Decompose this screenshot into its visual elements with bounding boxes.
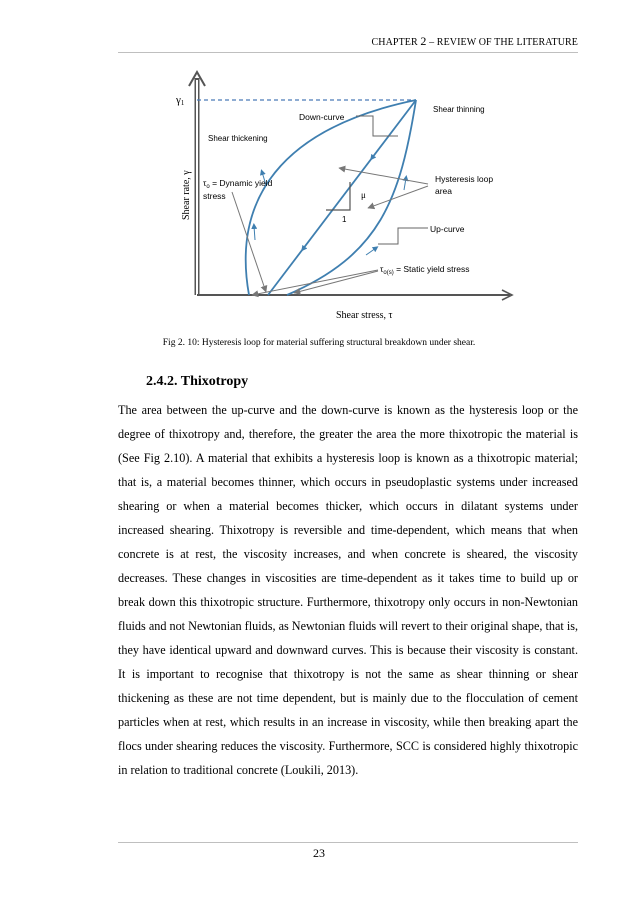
mu-label: μ bbox=[361, 190, 366, 200]
chapter-number: 2 bbox=[420, 34, 427, 48]
up-curve-label: Up-curve bbox=[430, 224, 465, 234]
hysteresis-label-1: Hysteresis loop bbox=[435, 174, 494, 184]
slope-one-label: 1 bbox=[342, 215, 347, 224]
chapter-title: – REVIEW OF THE LITERATURE bbox=[429, 37, 578, 48]
dynamic-yield-arrow bbox=[232, 192, 266, 292]
dynamic-yield-label-2: stress bbox=[203, 191, 226, 201]
hysteresis-label-2: area bbox=[435, 186, 453, 196]
section-heading bbox=[146, 374, 248, 390]
tau-o-sub: o bbox=[206, 184, 210, 190]
y-axis-label: Shear rate, γ bbox=[181, 170, 192, 220]
section-title: Thixotropy bbox=[180, 374, 249, 389]
down-curve-arrow-2 bbox=[254, 226, 255, 240]
up-curve-arrow-2 bbox=[366, 248, 376, 255]
hysteresis-arrow-1 bbox=[339, 168, 428, 184]
body-paragraph: The area between the up-curve and the down-curve is known as the hysteresis loop or the degree of thixotropy and, therefore, the greater the area the more thixotropic the material is (See Fig 2.10). A material that exhibits a hysteresis loop is known as a thixotropic material; that is, a material becomes thinner, which occurs in pseudoplastic systems under increased shearing or when a material becomes thicker, which occurs in dilatant systems under increased shearing. Thixotropy is reversible and time-dependent, which means that when concrete is at rest, the viscosity increases, and when concrete is sheared, the viscosity decreases. These changes in viscosities are time-dependent as it takes time to build up or break down this thixotropic structure. Furthermore, thixotropy only occurs in non-Newtonian fluids and not Newtonian fluids, as Newtonian fluids will revert to their original shape, that is, they have identical upward and downward curves. This is because their viscosity is constant. It is important to recognise that thixotropy is not the same as shear thinning or shear thickening as these are not time dependent, but is mainly due to the flocculation of cement particles when at rest, which results in an increase in viscosity, while then breaking apart the flocs under shearing reduces the viscosity. Furthermore, SCC is considered highly thixotropic in relation to traditional concrete (Loukili, 2013). bbox=[118, 403, 578, 777]
figure-caption: Fig 2. 10: Hysteresis loop for material suffering structural breakdown under shear. bbox=[162, 338, 476, 348]
page-number: 23 bbox=[313, 846, 325, 860]
footer-rule bbox=[118, 842, 578, 843]
up-curve-callout bbox=[378, 228, 428, 244]
straight-arrow-2 bbox=[372, 150, 378, 158]
x-axis-label: Shear stress, τ bbox=[336, 310, 393, 321]
tau-o-symbol: τ bbox=[203, 178, 207, 188]
gamma1-label bbox=[175, 94, 185, 107]
tau-os-symbol: τ bbox=[380, 264, 384, 274]
gamma-subscript: 1 bbox=[180, 99, 185, 107]
shear-thinning-label: Shear thinning bbox=[433, 105, 485, 114]
static-yield-arrow-2 bbox=[294, 271, 378, 293]
down-curve-label: Down-curve bbox=[299, 112, 345, 122]
section-number: 2.4.2. bbox=[146, 374, 178, 389]
down-curve bbox=[246, 100, 416, 295]
straight-arrow-1 bbox=[303, 240, 310, 249]
shear-thickening-label: Shear thickening bbox=[208, 134, 268, 143]
static-yield-label bbox=[380, 264, 470, 276]
dynamic-yield-label-1 bbox=[203, 178, 273, 190]
hysteresis-arrow-2 bbox=[368, 186, 428, 208]
static-yield-text: = Static yield stress bbox=[393, 264, 470, 274]
hysteresis-figure bbox=[0, 60, 638, 335]
gamma-symbol: γ bbox=[176, 94, 181, 106]
static-yield-arrow-1 bbox=[252, 270, 378, 295]
dynamic-yield-text: = Dynamic yield bbox=[209, 178, 273, 188]
running-header bbox=[372, 34, 578, 49]
header-rule bbox=[118, 52, 578, 53]
chapter-prefix: CHAPTER bbox=[371, 37, 418, 48]
tau-os-sub: o(s) bbox=[383, 270, 394, 276]
slope-triangle bbox=[326, 182, 350, 210]
